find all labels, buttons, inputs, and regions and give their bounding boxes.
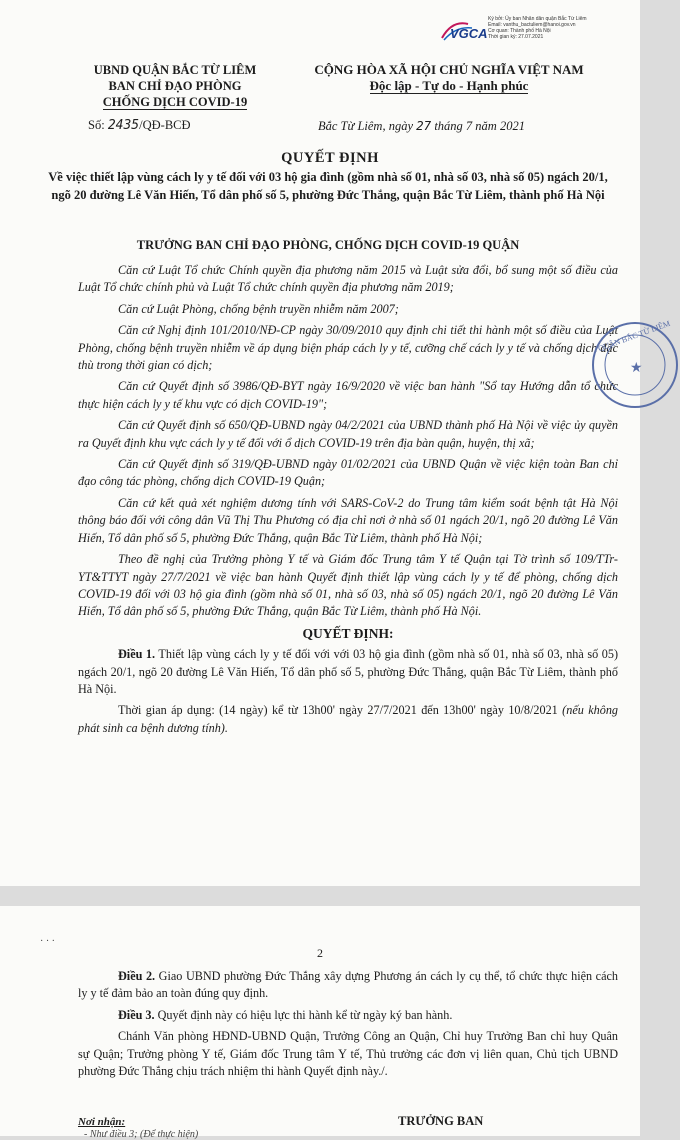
article-1	[78, 646, 618, 698]
signer-title: TRƯỞNG BAN	[398, 1114, 484, 1128]
place-prefix: Bắc Từ Liêm, ngày	[318, 119, 414, 133]
legal-basis: Căn cứ Luật Tổ chức Chính quyền địa phương năm 2015 và Luật sửa đổi, bổ sung một số điều của Luật Tổ chức chính phủ và Luật Tổ chức chính quyền địa phương năm 2019;	[78, 263, 618, 295]
apply-time	[78, 702, 618, 737]
motto-line: Độc lập - Tự do - Hạnh phúc	[369, 78, 529, 93]
agency-line: CHỐNG DỊCH COVID-19	[102, 95, 248, 109]
article-2	[78, 968, 618, 1003]
issuing-agency	[70, 62, 280, 110]
page-number: 2	[317, 946, 323, 960]
signature-line: Cơ quan: Thành phố Hà Nội	[488, 28, 551, 34]
svg-text:★: ★	[630, 361, 643, 376]
legal-basis: Căn cứ Nghị định 101/2010/NĐ-CP ngày 30/09/2010 quy định chi tiết thi hành một số điều của Luật Phòng, chống bệnh truyền nhiễm về áp dụng biện pháp cách ly y tế, cưỡng chế cách ly y tế và chống dịch đặc thù trong thời gian có dịch;	[78, 323, 618, 373]
place-day-handwritten: 27	[416, 118, 432, 133]
official-seal-icon	[590, 320, 680, 410]
signature-line: Email: vanthu_bactuliem@hanoi.gov.vn	[488, 22, 576, 28]
document-title: QUYẾT ĐỊNH	[281, 150, 379, 166]
document-subject: Về việc thiết lập vùng cách ly y tế đối với 03 hộ gia đình (gồm nhà số 01, nhà số 03, nhà số 05) ngách 20/1, ngõ 20 đường Lê Văn Hiến, Tổ dân phố số 5, phường Đức Thắng, quận Bắc Từ Liêm, thành phố Hà Nội	[48, 170, 608, 202]
document-body-page-2	[78, 968, 618, 1084]
signature-line: Thời gian ký: 27.07.2021	[488, 34, 544, 40]
article-text: Thiết lập vùng cách ly y tế đối với với 03 hộ gia đình (gồm nhà số 01, nhà số 03, nhà số 05) ngách 20/1, ngõ 20 đường Lê Văn Hiến, Tổ dân phố số 5, phường Đức Thắng, quận Bắc Từ Liêm, thành phố Hà Nội.	[78, 647, 619, 696]
document-number	[88, 118, 191, 133]
legal-basis: Căn cứ Quyết định số 3986/QĐ-BYT ngày 16/9/2020 về việc ban hành "Sổ tay Hướng dẫn tổ chức thực hiện cách ly y tế khu vực có dịch COVID-19";	[78, 379, 618, 411]
digital-signature-info	[488, 16, 600, 40]
agency-line: UBND QUẬN BẮC TỪ LIÊM	[93, 63, 257, 77]
apply-note: (nếu không phát sinh ca bệnh dương tính).	[78, 703, 619, 735]
legal-basis: Theo đề nghị của Trưởng phòng Y tế và Giám đốc Trung tâm Y tế Quận tại Tờ trình số 109/TTr-YT&TTYT ngày 27/7/2021 về việc ban hành Quyết định thiết lập vùng cách ly y tế để phòng, chống dịch COVID-19 đối với 03 hộ gia đình (gồm nhà số 01, nhà số 03, nhà số 05) ngách 20/1, ngõ 20 đường Lê Văn Hiến, Tổ dân phố số 5, phường Đức Thắng, quận Bắc Từ Liêm, thành phố Hà Nội.	[78, 552, 618, 619]
doc-no-prefix: Số:	[88, 118, 105, 132]
seal-text: QUẬN BẮC TỪ LIÊM	[596, 318, 672, 354]
document-page-2	[0, 906, 640, 1140]
article-label: Điều 3.	[118, 1007, 155, 1022]
decide-heading: QUYẾT ĐỊNH:	[302, 625, 394, 641]
recipients-label: Nơi nhận:	[78, 1116, 126, 1128]
recipients-item: - Như điều 3; (Để thực hiện)	[84, 1129, 199, 1140]
logo-text: VGCA	[450, 26, 488, 41]
closing-paragraph: Chánh Văn phòng HĐND-UBND Quận, Trưởng Công an Quận, Chỉ huy Trưởng Ban chỉ huy Quân sự Quận; Trưởng phòng Y tế, Giám đốc Trung tâm Y tế, Thủ trưởng các đơn vị liên quan, Chủ tịch UBND phường Đức Thắng chịu trách nhiệm thi hành Quyết định này./.	[78, 1029, 618, 1079]
doc-no-suffix: /QĐ-BCĐ	[139, 118, 191, 132]
legal-basis: Căn cứ Quyết định số 319/QĐ-UBND ngày 01/02/2021 của UBND Quận về việc kiện toàn Ban chỉ đạo công tác phòng, chống dịch COVID-19 Quận;	[78, 457, 618, 489]
doc-no-handwritten: 2435	[107, 118, 140, 133]
agency-line: BAN CHỈ ĐẠO PHÒNG	[108, 79, 242, 93]
place-suffix: tháng 7 năm 2021	[434, 119, 525, 133]
legal-basis: Căn cứ Quyết định số 650/QĐ-UBND ngày 04/2/2021 của UBND thành phố Hà Nội về việc ủy quyền ra Quyết định khu vực cách ly y tế đối với ổ dịch COVID-19 trên địa bàn quận, huyện, thị xã;	[78, 418, 618, 450]
authority-line: TRƯỞNG BAN CHỈ ĐẠO PHÒNG, CHỐNG DỊCH COVID-19 QUẬN	[136, 238, 520, 252]
article-text: Giao UBND phường Đức Thắng xây dựng Phương án cách ly cụ thể, tổ chức thực hiện cách ly y tế đảm bảo an toàn đúng quy định.	[78, 969, 619, 1001]
signature-line: Ký bởi: Ủy ban Nhân dân quận Bắc Từ Liêm	[488, 16, 587, 22]
article-text: Quyết định này có hiệu lực thi hành kể từ ngày ký ban hành.	[157, 1007, 453, 1022]
vgca-logo-icon	[438, 16, 492, 44]
apply-time-text: Thời gian áp dụng: (14 ngày) kể từ 13h00' ngày 27/7/2021 đến 13h00' ngày 10/8/2021	[118, 703, 558, 718]
document-body	[78, 262, 618, 741]
legal-basis: Căn cứ kết quả xét nghiệm dương tính với SARS-CoV-2 do Trung tâm kiểm soát bệnh tật Hà Nội thông báo đối với công dân Vũ Thị Thu Phương có địa chỉ nơi ở nhà số 01 ngách 20/1, ngõ 20 đường Lê Văn Hiến, Tổ dân phố số 5, phường Đức Thắng, quận Bắc Từ Liêm, thành phố Hà Nội;	[78, 495, 618, 545]
country-name: CỘNG HÒA XÃ HỘI CHỦ NGHĨA VIỆT NAM	[314, 62, 584, 77]
place-date	[318, 118, 525, 134]
article-label: Điều 2.	[118, 969, 156, 983]
article-3	[78, 1007, 618, 1024]
national-motto	[284, 62, 614, 94]
scan-marks: · · ·	[40, 936, 55, 947]
article-label: Điều 1.	[118, 647, 156, 662]
legal-basis: Căn cứ Luật Phòng, chống bệnh truyền nhiễm năm 2007;	[118, 301, 399, 316]
